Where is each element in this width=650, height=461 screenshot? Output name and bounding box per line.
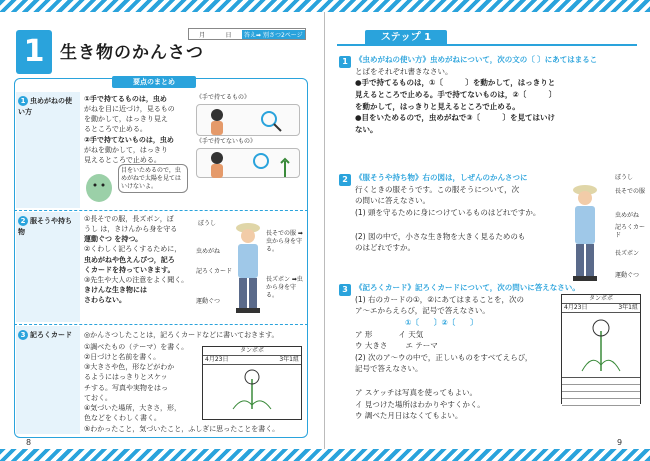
page-number: 9 [617,438,623,447]
q2-outfit-illustration: ぼうし 長そでの服 虫めがね 記ろくカード 長ズボン 運動ぐつ [555,172,645,288]
illustration-not-hand-held [196,148,300,178]
illustration-hand-held [196,104,300,136]
row1-heading: 1 虫めがねの使い方 [18,97,72,116]
question-2: 《服そうや持ち物》右の図は，しぜんのかんさつに 行くときの服そうです。この服そうについて，次 の問いに答えなさい。 (1) 頭を守るために身につけているものはどれですか。 (2) 図の中で，小さな生き物を大きく見るためのも のはどれですか。 [355,173,541,253]
top-stripe [0,0,650,12]
bottom-stripe [0,449,650,461]
q2-number: 2 [339,174,351,186]
summary-heading: 要点のまとめ [112,76,196,88]
question-3: 《記ろくカード》記ろくカードについて，次の問いに答えなさい。 (1) 右のカードの①，②にあてはまることを，次の ア〜エからえらび，記号で答えなさい。 ①〔 〕②〔 〕 ア 形 イ 天気 ウ 大きさ エ テーマ (2) 次のア〜ウの中で，正しいものをすべてえらび， 記号で答えなさい。 ア スケッチは写真を使ってもよい。 イ 見つけた場所はわかりやすくかく。 ウ 調べた月日はなくてもよい。 [355,283,580,421]
left-page: 1 生き物のかんさつ 月 日 答え➡ 別さつ2ページ 要点のまとめ 1 虫めがねの使い方 ①手で持てるものは，虫め がねを目に近づけ，見るもの を動かして，はっきり見え るところで止める。 ②手で持てないものは，虫め がねを動かして，はっきり 見えるところで止める。 《手で持てるもの》 《手で持てないもの》 目をいためるので，虫めがねで太陽を見てはいけないよ。 2 服そうや持ち物 ①長そでの服，長ズボン，ぼ うし は，きけんから身を守る 運動ぐつ を持つ。 ②くわしく記ろくするために， 虫めがねや色えんぴつ，記ろ くカードを持っていきます。 ③先生や大人の注意をよく聞く。 きけんな生き物には さわらない。 ぼうし 虫めがね 記ろくカード 運動ぐつ 長そでの服 ➡虫から身を守る。 長ズボン ➡虫から身を守る。 3 記ろくカード ◎かんさつしたことは，記ろくカードなどに書いておきます。 ①調べたもの（テーマ）を書く。 ②日づけと名前を書く。 ③大きさや色，形などがわか るようにはっきりとスケッ チする。写真や実物をはっ ておく。 ④気づいた場所，大きさ，形， 色などをくわしく書く。 ⑤わかったこと，気づいたこと，ふしぎに思ったことを書く。 タンポポ 4月23日 3年1組 8 [0,12,325,449]
step-label: ステップ 1 [365,30,447,46]
row3-text: ①調べたもの（テーマ）を書く。 ②日づけと名前を書く。 ③大きさや色，形などがわか るようにはっきりとスケッ チする。写真や実物をはっ ておく。 ④気づいた場所，大きさ，形， 色などをくわしく書く。 [84,343,189,422]
row1-text: ①手で持てるものは，虫め がねを目に近づけ，見るもの を動かして，はっきり見え るところで止める。 ②手で持てないものは，虫め がねを動かして，はっきり 見えるところで止める。 [84,95,175,164]
hedgehog-speech: 目をいためるので，虫めがねで太陽を見てはいけないよ。 [84,164,188,204]
row2-heading: 2 服そうや持ち物 [18,217,72,236]
record-card-sample: タンポポ 4月23日 3年1組 [202,346,302,420]
q1-number: 1 [339,56,351,68]
date-box: 月 日 答え➡ 別さつ2ページ [188,28,306,40]
row3-heading: 3 記ろくカード [18,330,78,341]
outfit-illustration: ぼうし 虫めがね 記ろくカード 運動ぐつ 長そでの服 ➡虫から身を守る。 長ズボン ➡虫から身を守る。 [196,216,306,320]
page-number: 8 [26,438,32,447]
q3-record-card: タンポポ 4月23日 3年1組 [561,294,641,404]
page-title: 生き物のかんさつ [60,43,204,63]
row2-text: ①長そでの服，長ズボン，ぼ うし は，きけんから身を守る 運動ぐつ を持つ。 ②くわしく記ろくするために， 虫めがねや色えんぴつ，記ろ くカードを持っていきます。 ③先生や大人の注意をよく聞く。 きけんな生き物には さわらない。 [84,215,189,305]
question-1: 《虫めがねの使い方》虫めがねについて，次の文の〔 〕にあてはまるこ とばをそれぞれ書きなさい。 ●手で持てるものは，①〔 〕を動かして，はっきりと 見えるところで止める。手で持てないものは，②〔 〕 を動かして，はっきりと見えるところで止める。 ●目をいためるので，虫めがねで③〔 〕を見てはいけ ない。 [355,55,598,134]
right-page [325,12,650,449]
unit-number: 1 [16,30,52,74]
answer-ref: 答え➡ 別さつ2ページ [242,30,305,39]
q3-number: 3 [339,284,351,296]
